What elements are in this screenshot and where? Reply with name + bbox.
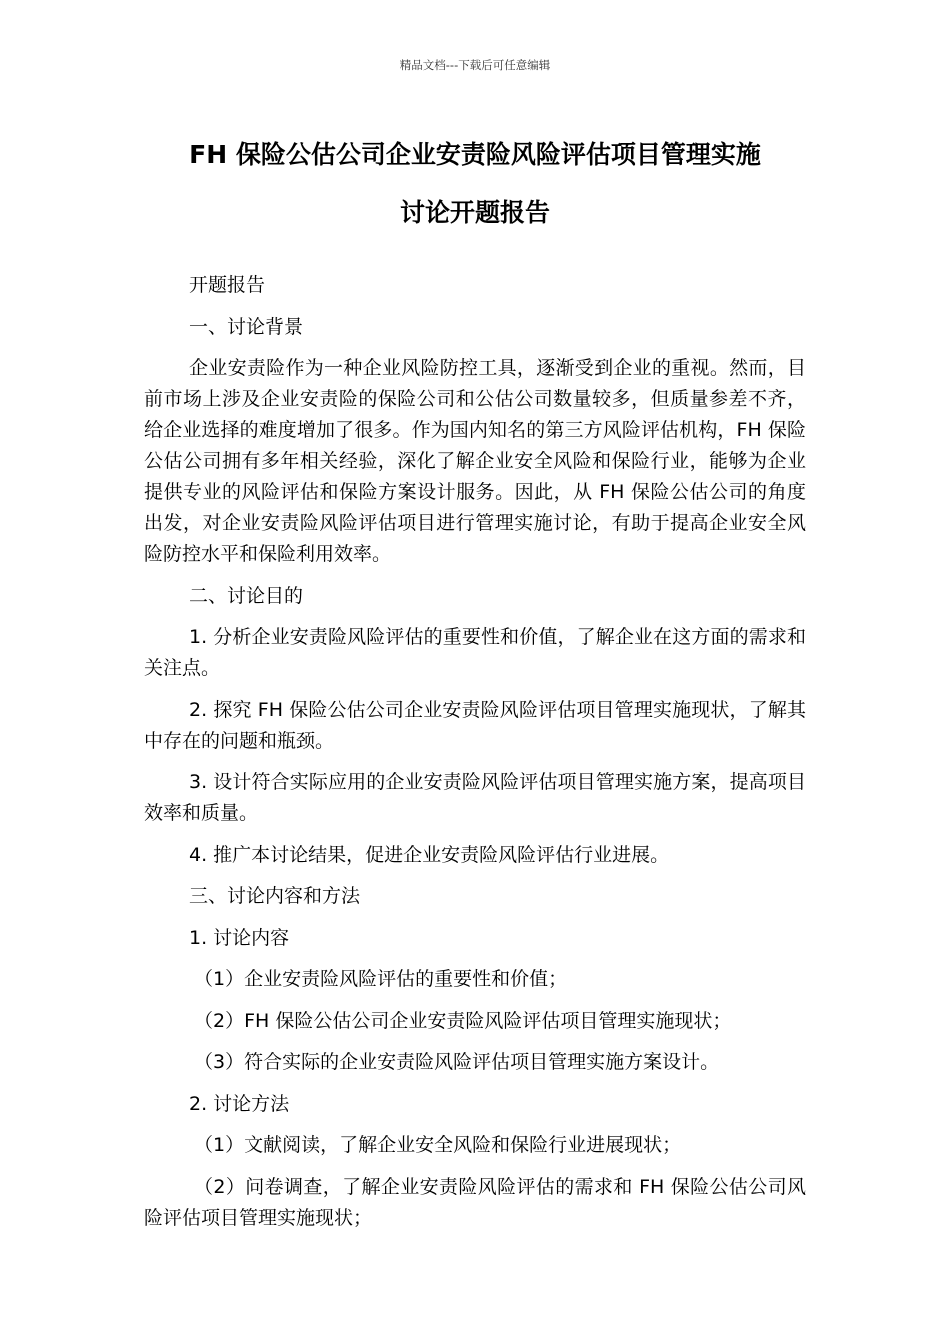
subheading-method: 2. 讨论方法 [189, 1092, 290, 1115]
content-item-1: （1）企业安责险风险评估的重要性和价值； [194, 968, 568, 990]
method-item-1: （1）文献阅读，了解企业安全风险和保险行业进展现状； [194, 1134, 682, 1156]
section-heading-purpose: 二、讨论目的 [189, 584, 304, 607]
purpose-item-2: 2. 探究 FH 保险公估公司企业安责险风险评估项目管理实施现状，了解其中存在的问题和瓶颈。 [144, 698, 806, 752]
method-item-2: （2）问卷调查，了解企业安责险风险评估的需求和 FH 保险公估公司风险评估项目管理实施现状； [144, 1175, 806, 1229]
content-item-2: （2）FH 保险公估公司企业安责险风险评估项目管理实施现状； [194, 1009, 732, 1032]
section-label-report: 开题报告 [189, 274, 266, 296]
document-body [144, 270, 806, 1244]
subheading-content: 1. 讨论内容 [189, 926, 290, 949]
purpose-item-1: 1. 分析企业安责险风险评估的重要性和价值，了解企业在这方面的需求和关注点。 [144, 626, 806, 679]
document-title-line-2: 讨论开题报告 [399, 198, 550, 227]
section-heading-background: 一、讨论背景 [189, 315, 304, 338]
content-item-3: （3）符合实际的企业安责险风险评估项目管理实施方案设计。 [194, 1051, 720, 1073]
purpose-item-3: 3. 设计符合实际应用的企业安责险风险评估项目管理实施方案，提高项目效率和质量。 [144, 771, 806, 824]
paragraph-background: 企业安责险作为一种企业风险防控工具，逐渐受到企业的重视。然而，目前市场上涉及企业安责险的保险公司和公估公司数量较多，但质量参差不齐，给企业选择的难度增加了很多。作为国内知名的第三方风险评估机构，FH 保险公估公司拥有多年相关经验，深化了解企业安全风险和保险行业，能够为企业提供专业的风险评估和保险方案设计服务。因此，从 FH 保险公估公司的角度出发，对企业安责险风险评估项目进行管理实施讨论，有助于提高企业安全风险防控水平和保险利用效率。 [144, 357, 806, 565]
section-heading-content-method: 三、讨论内容和方法 [189, 885, 361, 907]
document-title-line-1: FH 保险公估公司企业安责险风险评估项目管理实施 [189, 140, 761, 169]
purpose-item-4: 4. 推广本讨论结果，促进企业安责险风险评估行业进展。 [189, 843, 670, 866]
page-header-watermark: 精品文档---下载后可任意编辑 [399, 58, 551, 72]
